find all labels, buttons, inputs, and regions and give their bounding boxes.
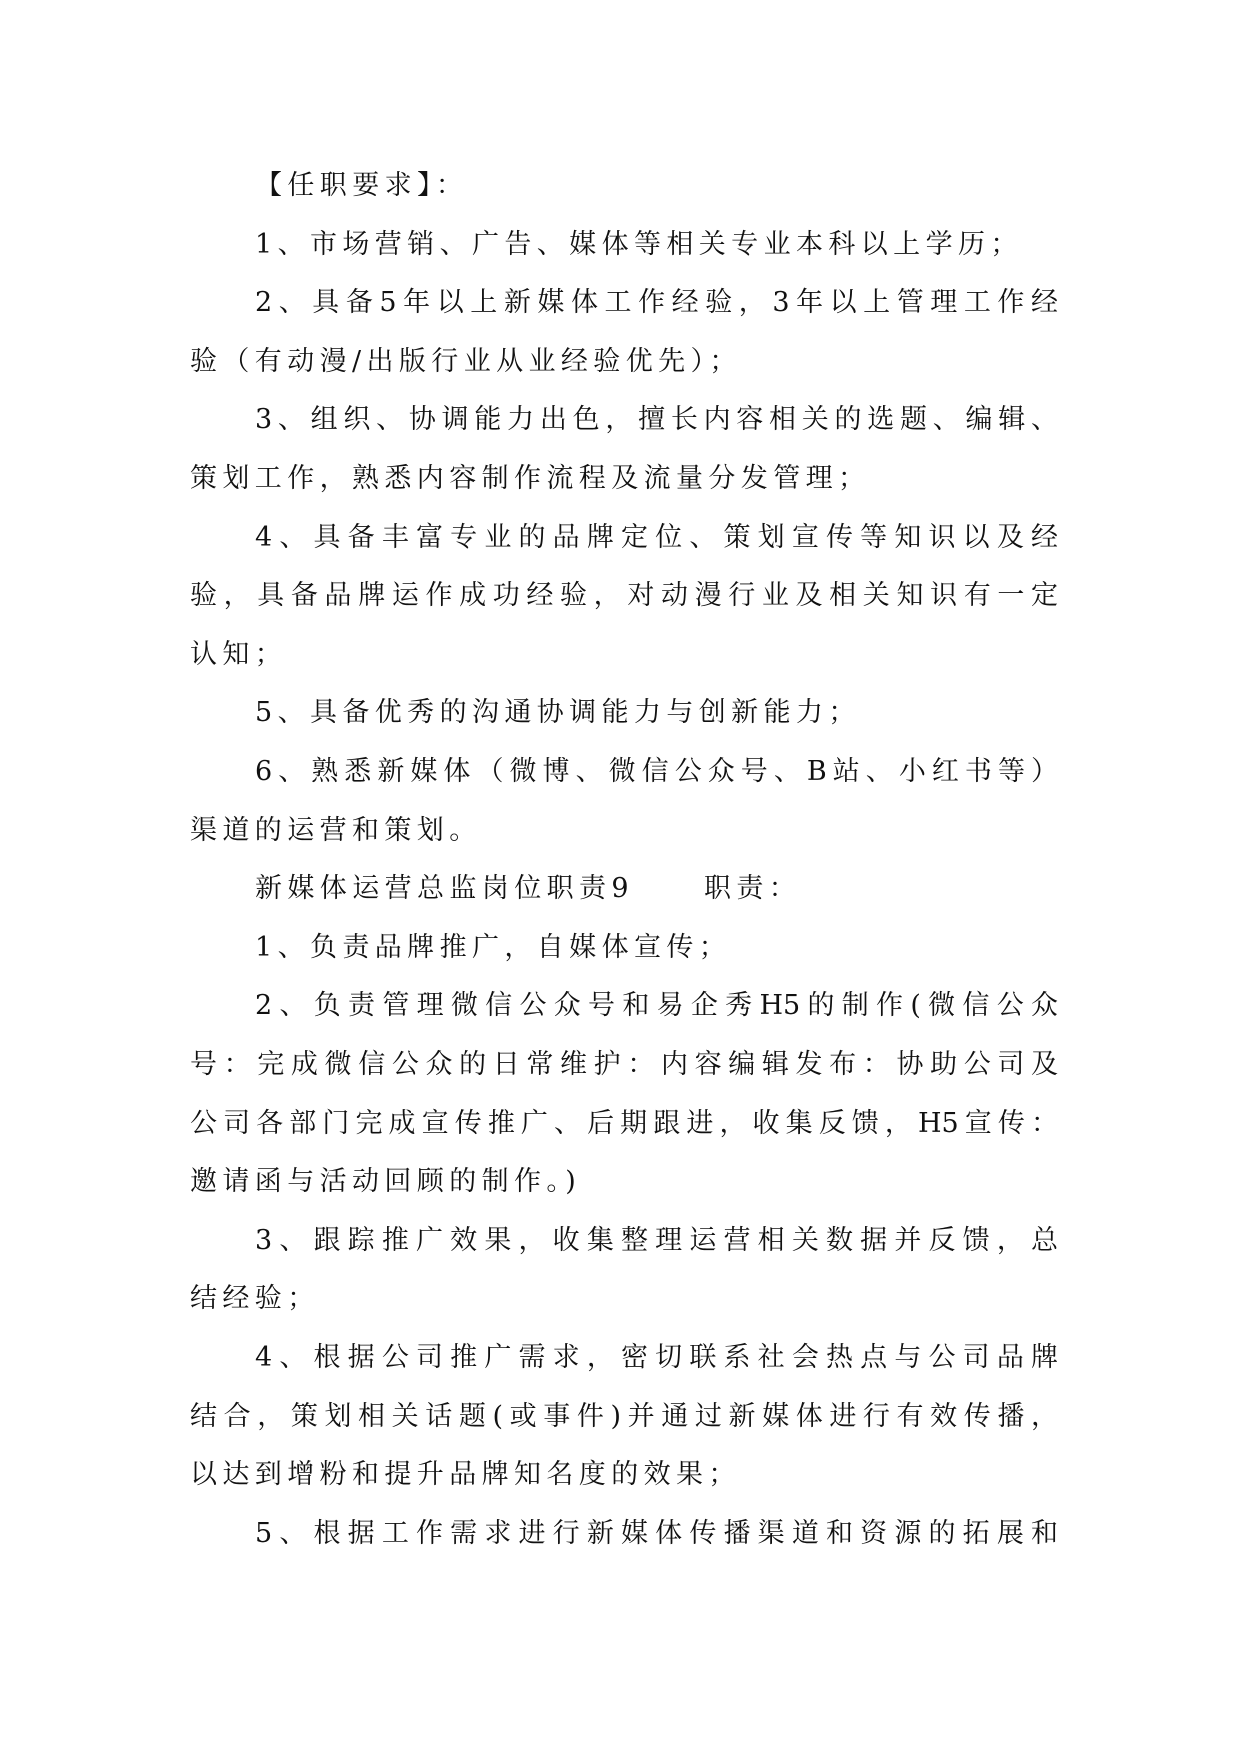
line-text: 2、具备5年以上新媒体工作经验，3年以上管理工作经	[255, 287, 1058, 319]
text-line	[255, 693, 1058, 733]
text-line	[190, 1455, 1058, 1495]
text-line	[190, 576, 1058, 616]
line-text: 新媒体运营总监岗位职责9	[255, 873, 634, 905]
line-text: 渠道的运营和策划。	[190, 814, 482, 846]
text-line	[190, 1104, 1058, 1144]
line-text: 验（有动漫/出版行业从业经验优先）；	[190, 345, 742, 377]
line-text: 5、根据工作需求进行新媒体传播渠道和资源的拓展和	[255, 1517, 1058, 1549]
text-line	[190, 811, 1058, 851]
text-line	[255, 986, 1058, 1026]
line-text: 3、组织、协调能力出色，擅长内容相关的选题、编辑、	[255, 404, 1058, 436]
text-line	[255, 283, 1058, 323]
line-text: 3、跟踪推广效果，收集整理运营相关数据并反馈，总	[255, 1224, 1058, 1256]
text-line	[255, 1338, 1058, 1378]
line-text: 2、负责管理微信公众号和易企秀H5的制作(微信公众	[255, 990, 1058, 1022]
text-line	[190, 1279, 1058, 1319]
line-text: 验，具备品牌运作成功经验，对动漫行业及相关知识有一定	[190, 580, 1058, 612]
text-line	[190, 342, 1058, 382]
text-line	[190, 1162, 1058, 1202]
line-text: 公司各部门完成宣传推广、后期跟进，收集反馈，H5宣传：	[190, 1107, 1058, 1139]
line-text: 4、具备丰富专业的品牌定位、策划宣传等知识以及经	[255, 521, 1058, 553]
text-line	[255, 225, 1058, 265]
line-text: 4、根据公司推广需求，密切联系社会热点与公司品牌	[255, 1342, 1058, 1373]
line-text: 认知；	[190, 638, 288, 670]
text-line	[255, 518, 1058, 558]
line-text: 6、熟悉新媒体（微博、微信公众号、B站、小红书等）	[255, 756, 1058, 787]
text-line	[255, 752, 1058, 792]
text-line	[255, 1221, 1058, 1261]
line-text: 1、负责品牌推广，自媒体宣传；	[255, 931, 732, 963]
line-text: 结合，策划相关话题(或事件)并通过新媒体进行有效传播，	[190, 1400, 1058, 1432]
text-line	[190, 1045, 1058, 1085]
text-line	[255, 400, 1058, 440]
line-text: 5、具备优秀的沟通协调能力与创新能力；	[255, 697, 861, 729]
line-text-secondary: 职责：	[703, 873, 802, 905]
text-line	[255, 166, 1058, 206]
text-line	[255, 928, 1058, 968]
text-line	[190, 635, 1058, 675]
line-text: 号：完成微信公众的日常维护：内容编辑发布：协助公司及	[190, 1049, 1058, 1080]
text-line	[255, 1514, 1058, 1554]
line-text: 1、市场营销、广告、媒体等相关专业本科以上学历；	[255, 228, 1023, 260]
text-line	[255, 869, 1058, 909]
line-text: 邀请函与活动回顾的制作。)	[190, 1166, 582, 1198]
text-line	[190, 459, 1058, 499]
line-text: 策划工作，熟悉内容制作流程及流量分发管理；	[190, 463, 871, 494]
line-text: 结经验；	[190, 1283, 320, 1315]
line-text: 以达到增粉和提升品牌知名度的效果；	[190, 1459, 741, 1491]
text-line	[190, 1397, 1058, 1437]
line-text: 【任职要求】：	[255, 170, 469, 201]
